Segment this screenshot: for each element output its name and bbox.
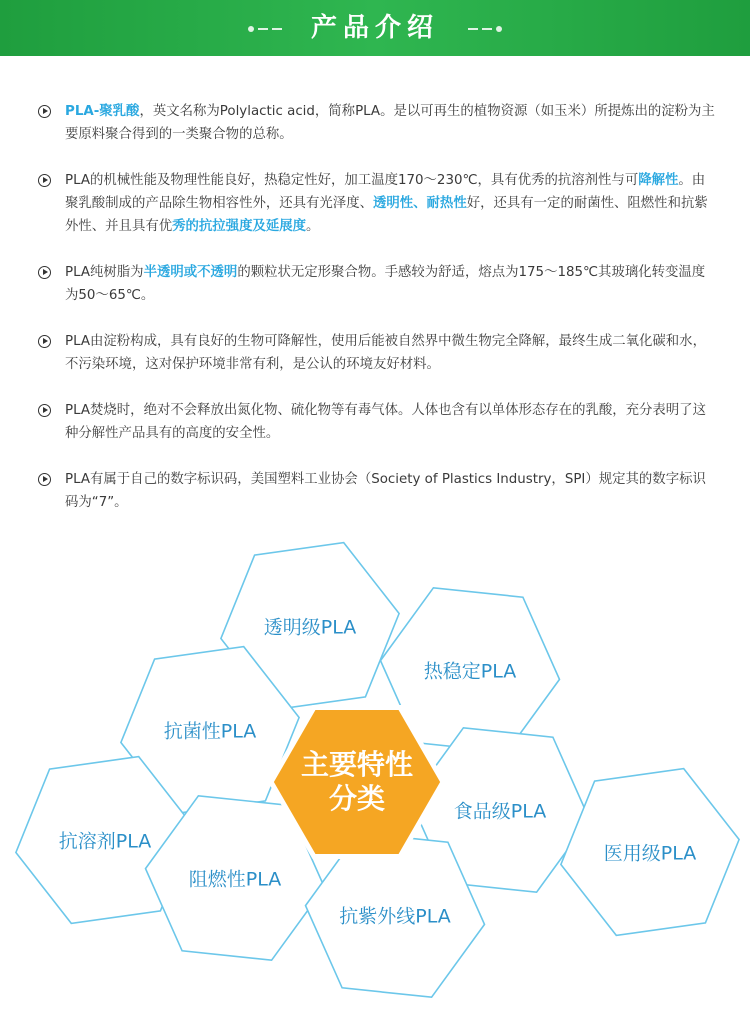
paragraph-text: 的颗粒状无定形聚合物。手感较为舒适，熔点为175～185℃其玻璃化转变温度为50～65℃。 (65, 265, 706, 303)
highlight-text: 透明性、耐热性 (372, 196, 467, 211)
page-title: 产品介绍 (310, 13, 439, 43)
category-label-food: 食品级PLA (453, 800, 547, 823)
paragraph-text: PLA的机械性能及物理性能良好，热稳定性好，加工温度170～230℃，具有优秀的抗溶剂性与可 (65, 173, 639, 188)
highlight-text: 降解性 (638, 173, 679, 188)
intro-paragraph (38, 169, 718, 238)
paragraph-text: 好，还具有一定的耐菌性、阻燃性和抗紫外性、并且具有优 (65, 196, 708, 234)
category-label-medical: 医用级PLA (603, 842, 697, 865)
paragraph-text: 。 (306, 219, 320, 234)
paragraph-text: ，英文名称为Polylactic acid，简称PLA。是以可再生的植物资源（如玉米）所提炼出的淀粉为主要原料聚合得到的一类聚合物的总称。 (65, 104, 715, 142)
paragraph-text: PLA由淀粉构成，具有良好的生物可降解性，使用后能被自然界中微生物完全降解，最终生成二氧化碳和水，不污染环境，这对保护环境非常有利，是公认的环境友好材料。 (65, 334, 706, 372)
category-label-heat: 热稳定PLA (423, 660, 517, 683)
intro-paragraph (38, 261, 718, 307)
category-label-antibacterial: 抗菌性PLA (163, 720, 257, 743)
play-circle-icon (38, 473, 51, 486)
play-circle-icon (38, 266, 51, 279)
play-circle-icon (38, 404, 51, 417)
play-circle-icon (38, 335, 51, 348)
category-label-uv: 抗紫外线PLA (339, 905, 451, 928)
category-label-transparent: 透明级PLA (263, 616, 357, 639)
paragraph-text: 。由聚乳酸制成的产品除生物相容性外，还具有光泽度、 (65, 173, 706, 211)
highlight-text: PLA-聚乳酸 (65, 104, 140, 119)
paragraph-text: PLA有属于自己的数字标识码，美国塑料工业协会（Society of Plastics Industry，SPI）规定其的数字标识码为“7”。 (65, 472, 706, 510)
intro-paragraph (38, 468, 718, 514)
highlight-text: 半透明或不透明 (143, 265, 238, 280)
product-introduction (38, 100, 718, 537)
paragraph-text: PLA纯树脂为 (65, 265, 144, 280)
highlight-text: 秀的抗拉强度及延展度 (172, 219, 307, 234)
category-label-flame: 阻燃性PLA (188, 868, 282, 891)
feature-honeycomb (0, 540, 750, 1021)
center-category-label: 主要特性分类 (300, 748, 413, 815)
play-circle-icon (38, 174, 51, 187)
paragraph-text: PLA焚烧时，绝对不会释放出氮化物、硫化物等有毒气体。人体也含有以单体形态存在的乳酸，充分表明了这种分解性产品具有的高度的安全性。 (65, 403, 706, 441)
intro-paragraph (38, 100, 718, 146)
intro-paragraph (38, 399, 718, 445)
header-banner (0, 0, 750, 56)
category-label-solvent: 抗溶剂PLA (58, 830, 152, 853)
intro-paragraph (38, 330, 718, 376)
play-circle-icon (38, 105, 51, 118)
